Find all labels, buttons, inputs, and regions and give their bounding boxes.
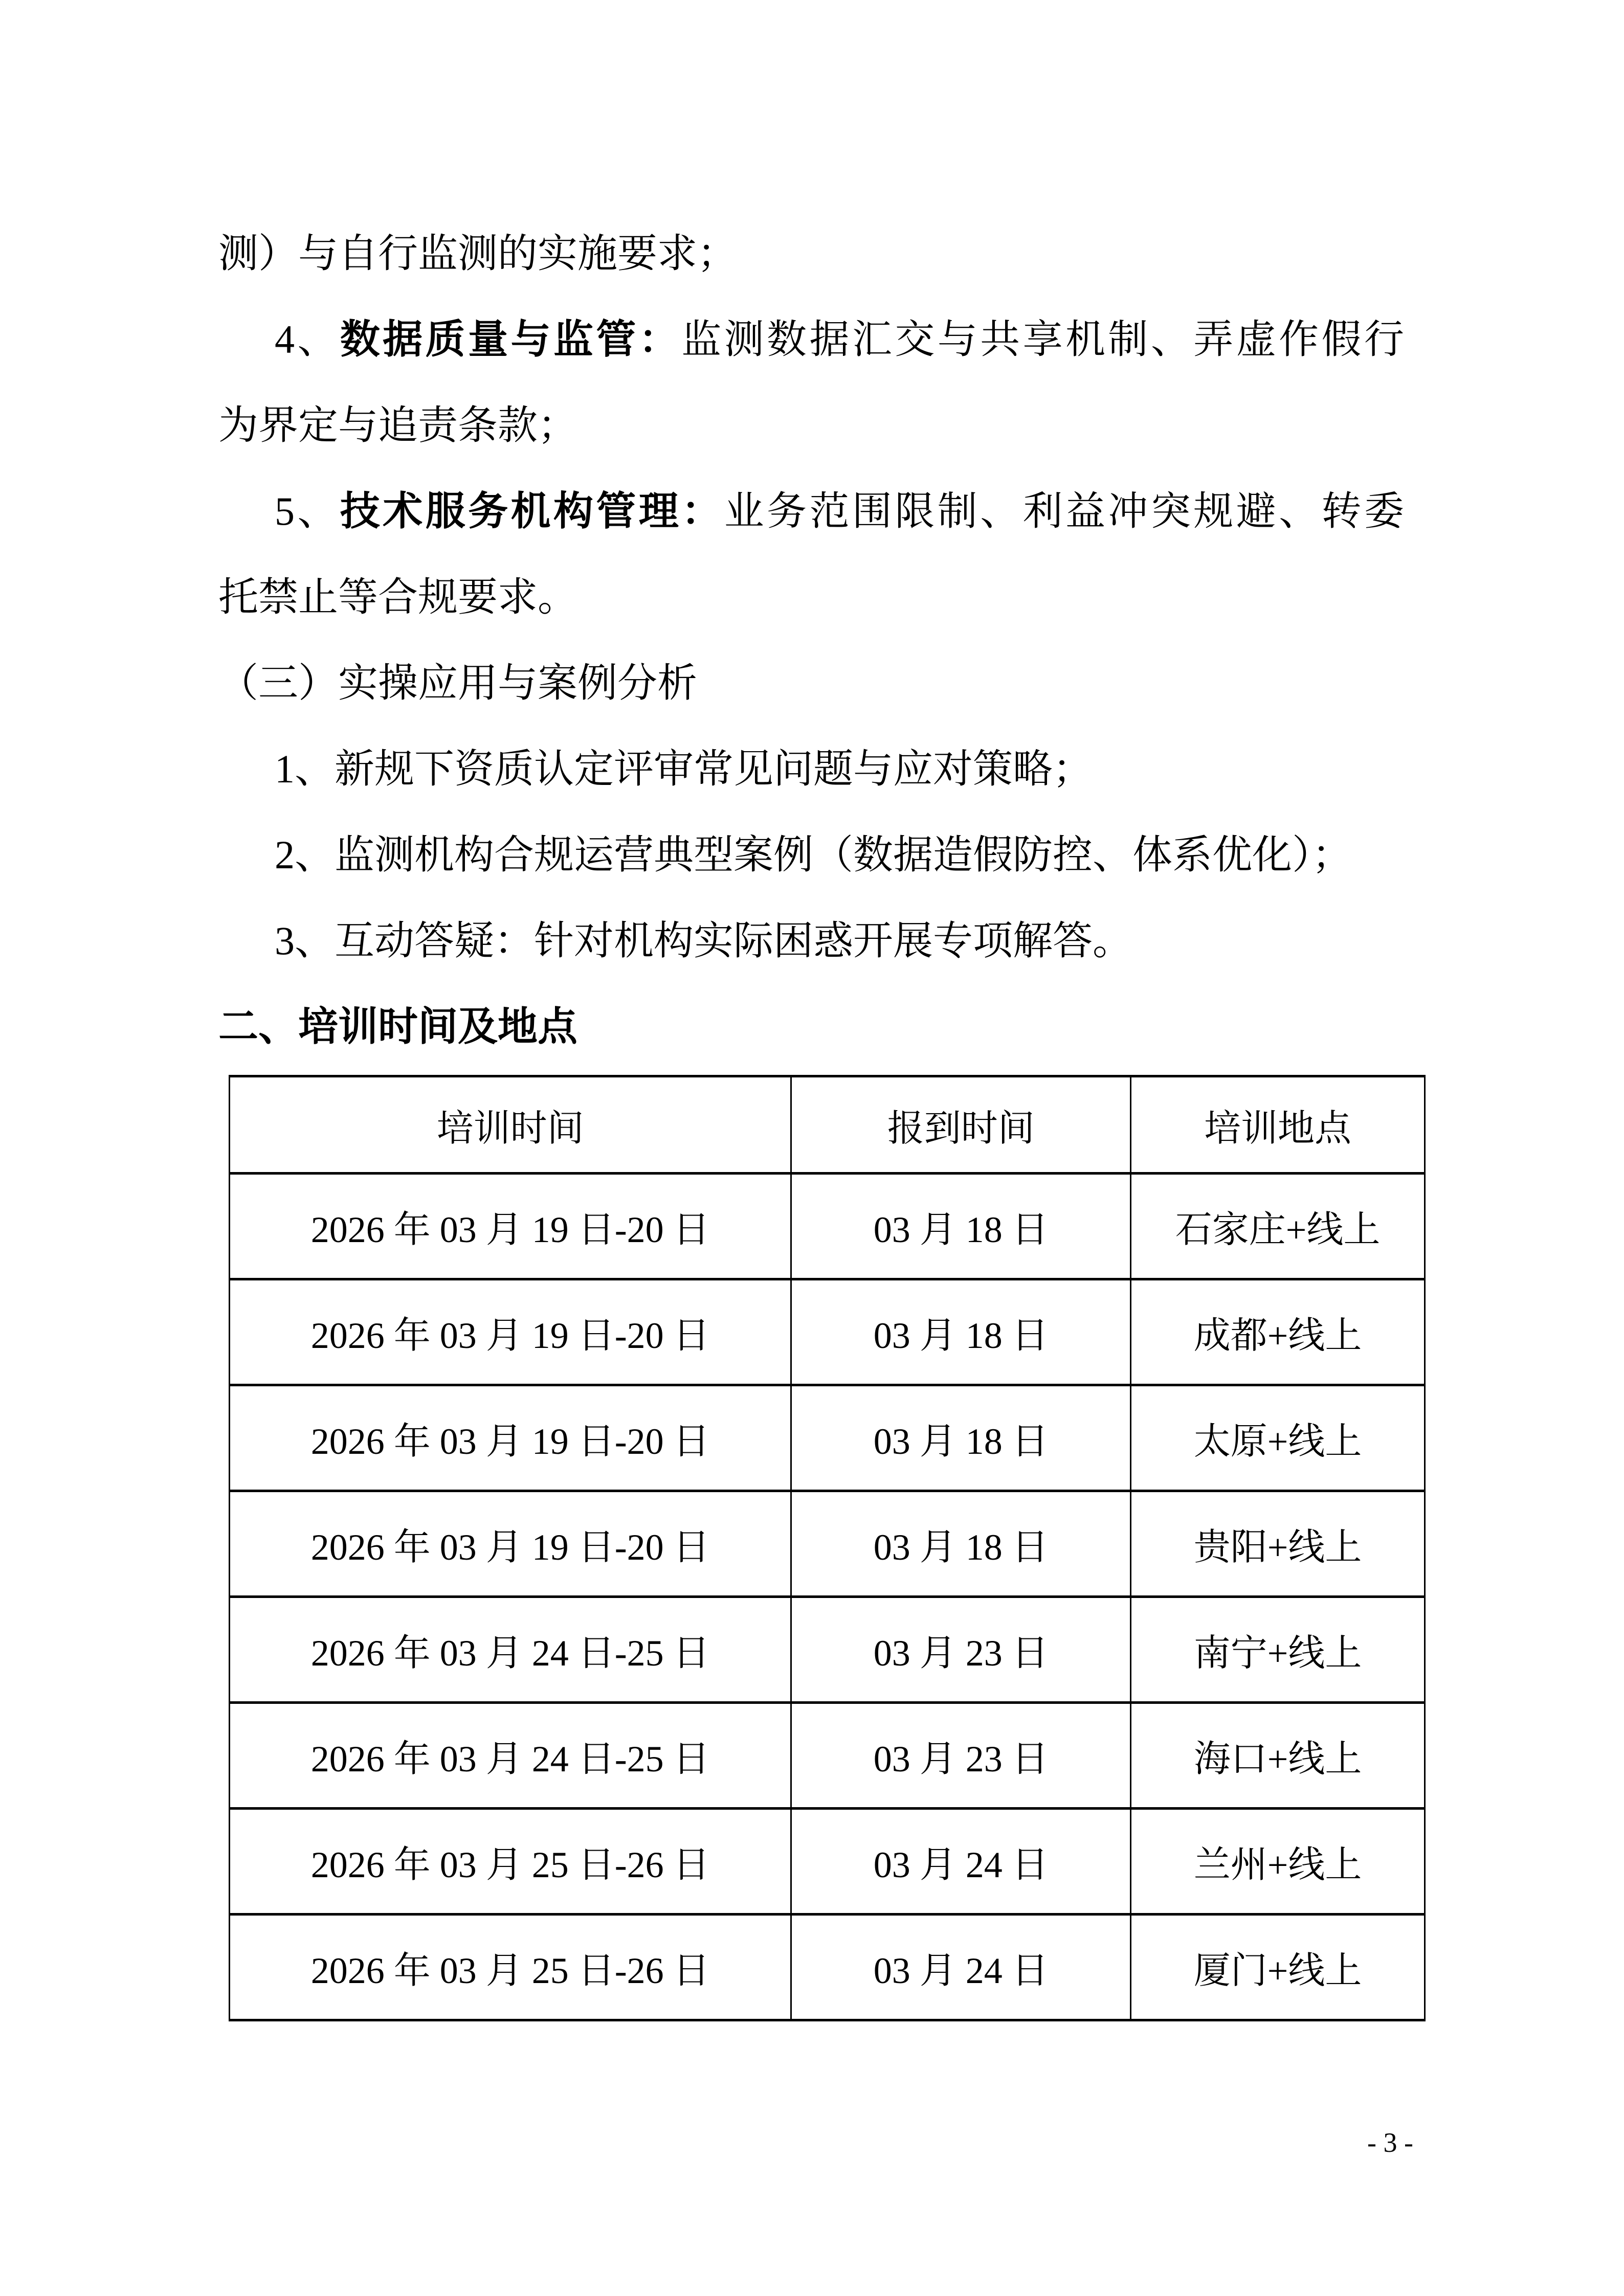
cell-checkin-time: 03 月 24 日 [791,1809,1131,1915]
body-line [218,898,1404,984]
line-text: 监测数据汇交与共享机制、弄虚作假行 [681,317,1404,362]
cell-checkin-time: 03 月 24 日 [791,1915,1131,2020]
cell-training-time: 2026 年 03 月 24 日-25 日 [230,1597,791,1703]
section-heading: 二、培训时间及地点 [218,1004,578,1049]
cell-training-location: 海口+线上 [1131,1703,1425,1809]
cell-training-location: 太原+线上 [1131,1385,1425,1491]
table-row [230,1279,1425,1385]
training-schedule-table [229,1075,1426,2021]
list-number: 2、 [275,832,335,877]
cell-training-time: 2026 年 03 月 24 日-25 日 [230,1703,791,1809]
body-line [218,382,1404,468]
body-line [218,726,1404,812]
list-number: 5、 [275,489,340,533]
cell-checkin-time: 03 月 23 日 [791,1597,1131,1703]
cell-checkin-time: 03 月 18 日 [791,1491,1131,1597]
body-line [218,211,1404,297]
cell-training-time: 2026 年 03 月 19 日-20 日 [230,1385,791,1491]
line-text: 托禁止等合规要求。 [218,575,578,619]
table-row [230,1174,1425,1279]
line-text: （三）实操应用与案例分析 [218,661,698,705]
bold-label: 技术服务机构管理： [340,489,724,533]
bold-label: 数据质量与监管： [340,317,682,362]
body-line [218,554,1404,640]
cell-training-location: 成都+线上 [1131,1279,1425,1385]
line-text: 为界定与追责条款； [218,403,578,447]
line-text: 互动答疑：针对机构实际困惑开展专项解答。 [335,918,1133,963]
line-text: 新规下资质认定评审常见问题与应对策略； [335,747,1093,791]
line-text: 测）与自行监测的实施要求； [218,231,738,276]
page-number: - 3 - [1367,2127,1413,2158]
cell-training-location: 石家庄+线上 [1131,1174,1425,1279]
table-row [230,1703,1425,1809]
document-body [218,211,1404,2021]
body-line [218,297,1404,382]
list-number: 1、 [275,747,335,791]
header-training-location: 培训地点 [1131,1076,1425,1174]
line-text: 业务范围限制、利益冲突规避、转委 [724,489,1404,533]
subsection-heading [218,640,1404,726]
header-checkin-time: 报到时间 [791,1076,1131,1174]
cell-training-location: 贵阳+线上 [1131,1491,1425,1597]
body-line [218,812,1404,898]
table-row [230,1385,1425,1491]
cell-checkin-time: 03 月 18 日 [791,1385,1131,1491]
cell-checkin-time: 03 月 18 日 [791,1174,1131,1279]
line-text: 监测机构合规运营典型案例（数据造假防控、体系优化）； [335,832,1352,877]
cell-training-time: 2026 年 03 月 19 日-20 日 [230,1279,791,1385]
table-row [230,1915,1425,2020]
table-row [230,1597,1425,1703]
cell-training-location: 厦门+线上 [1131,1915,1425,2020]
cell-training-time: 2026 年 03 月 25 日-26 日 [230,1809,791,1915]
table-row [230,1809,1425,1915]
header-training-time: 培训时间 [230,1076,791,1174]
list-number: 3、 [275,918,335,963]
cell-training-location: 兰州+线上 [1131,1809,1425,1915]
cell-training-time: 2026 年 03 月 25 日-26 日 [230,1915,791,2020]
cell-training-location: 南宁+线上 [1131,1597,1425,1703]
table-header-row [230,1076,1425,1174]
body-line [218,468,1404,554]
list-number: 4、 [275,317,340,362]
cell-checkin-time: 03 月 23 日 [791,1703,1131,1809]
cell-training-time: 2026 年 03 月 19 日-20 日 [230,1491,791,1597]
cell-training-time: 2026 年 03 月 19 日-20 日 [230,1174,791,1279]
table-row [230,1491,1425,1597]
cell-checkin-time: 03 月 18 日 [791,1279,1131,1385]
